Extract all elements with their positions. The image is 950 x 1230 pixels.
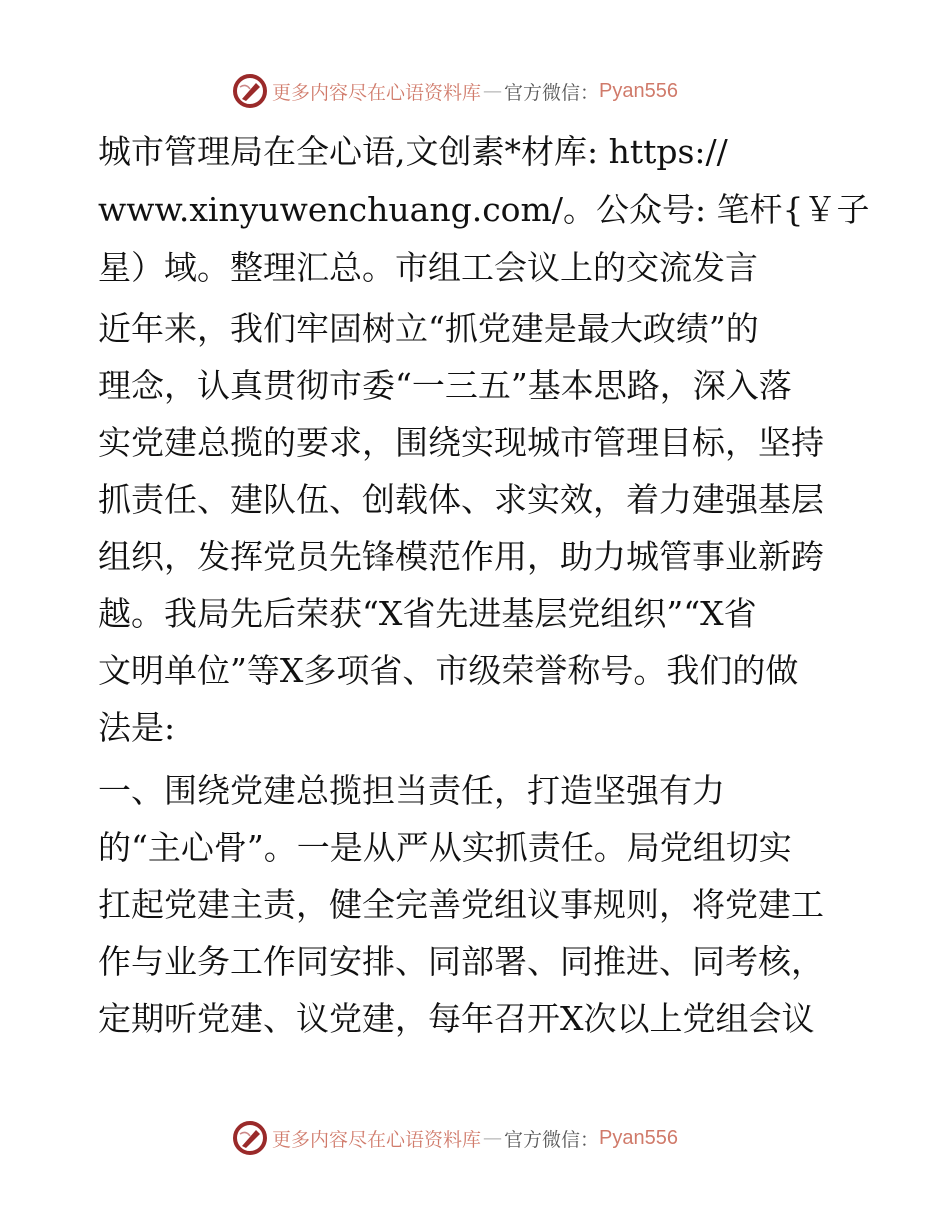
text-line: 近年来，我们牢固树立“抓党建是最大政绩”的: [98, 309, 759, 348]
watermark-wechat-id: Pyan556: [599, 1126, 678, 1149]
text-line: 的“主心骨”。一是从严从实抓责任。局党组切实: [98, 828, 792, 867]
text-line: 文明单位”等X多项省、市级荣誉称号。我们的做: [98, 651, 799, 690]
text-line: 一、围绕党建总揽担当责任，打造坚强有力: [98, 771, 725, 810]
text-line: 越。我局先后荣获“X省先进基层党组织”“X省: [98, 594, 757, 633]
text-line: 实党建总揽的要求，围绕实现城市管理目标，坚持: [98, 423, 824, 462]
watermark-official-label: 官方微信：: [504, 81, 600, 104]
footer-watermark: [232, 1118, 678, 1158]
paragraph-section-one: [98, 762, 850, 1047]
text-line: 抓责任、建队伍、创载体、求实效，着力建强基层: [98, 480, 824, 519]
text-line: 星）域。整理汇总。市组工会议上的交流发言: [98, 248, 758, 287]
text-line: 法是:: [98, 708, 176, 747]
watermark-text: 更多内容尽在心语资料库: [272, 81, 482, 104]
document-body: [98, 123, 870, 1053]
watermark-dash: —: [483, 1127, 503, 1149]
pen-logo-icon: [232, 73, 268, 109]
text-line: 城市管理局在全心语,文创素*材库: https://: [98, 132, 728, 171]
watermark-dash: —: [483, 80, 503, 102]
text-line: www.xinyuwenchuang.com/。公众号: 笔杆{￥子: [98, 190, 870, 229]
paragraph-title: [98, 123, 870, 296]
pen-logo-icon: [232, 1120, 268, 1156]
text-line: 理念，认真贯彻市委“一三五”基本思路，深入落: [98, 366, 792, 405]
text-line: 定期听党建、议党建，每年召开X次以上党组会议: [98, 999, 815, 1038]
header-watermark: [232, 71, 678, 111]
watermark-official-label: 官方微信：: [504, 1128, 600, 1151]
text-line: 作与业务工作同安排、同部署、同推进、同考核，: [98, 942, 824, 981]
text-line: 扛起党建主责，健全完善党组议事规则，将党建工: [98, 885, 824, 924]
text-line: 组织，发挥党员先锋模范作用，助力城管事业新跨: [98, 537, 824, 576]
paragraph-intro: [98, 300, 850, 756]
watermark-text: 更多内容尽在心语资料库: [272, 1128, 482, 1151]
watermark-wechat-id: Pyan556: [599, 79, 678, 102]
